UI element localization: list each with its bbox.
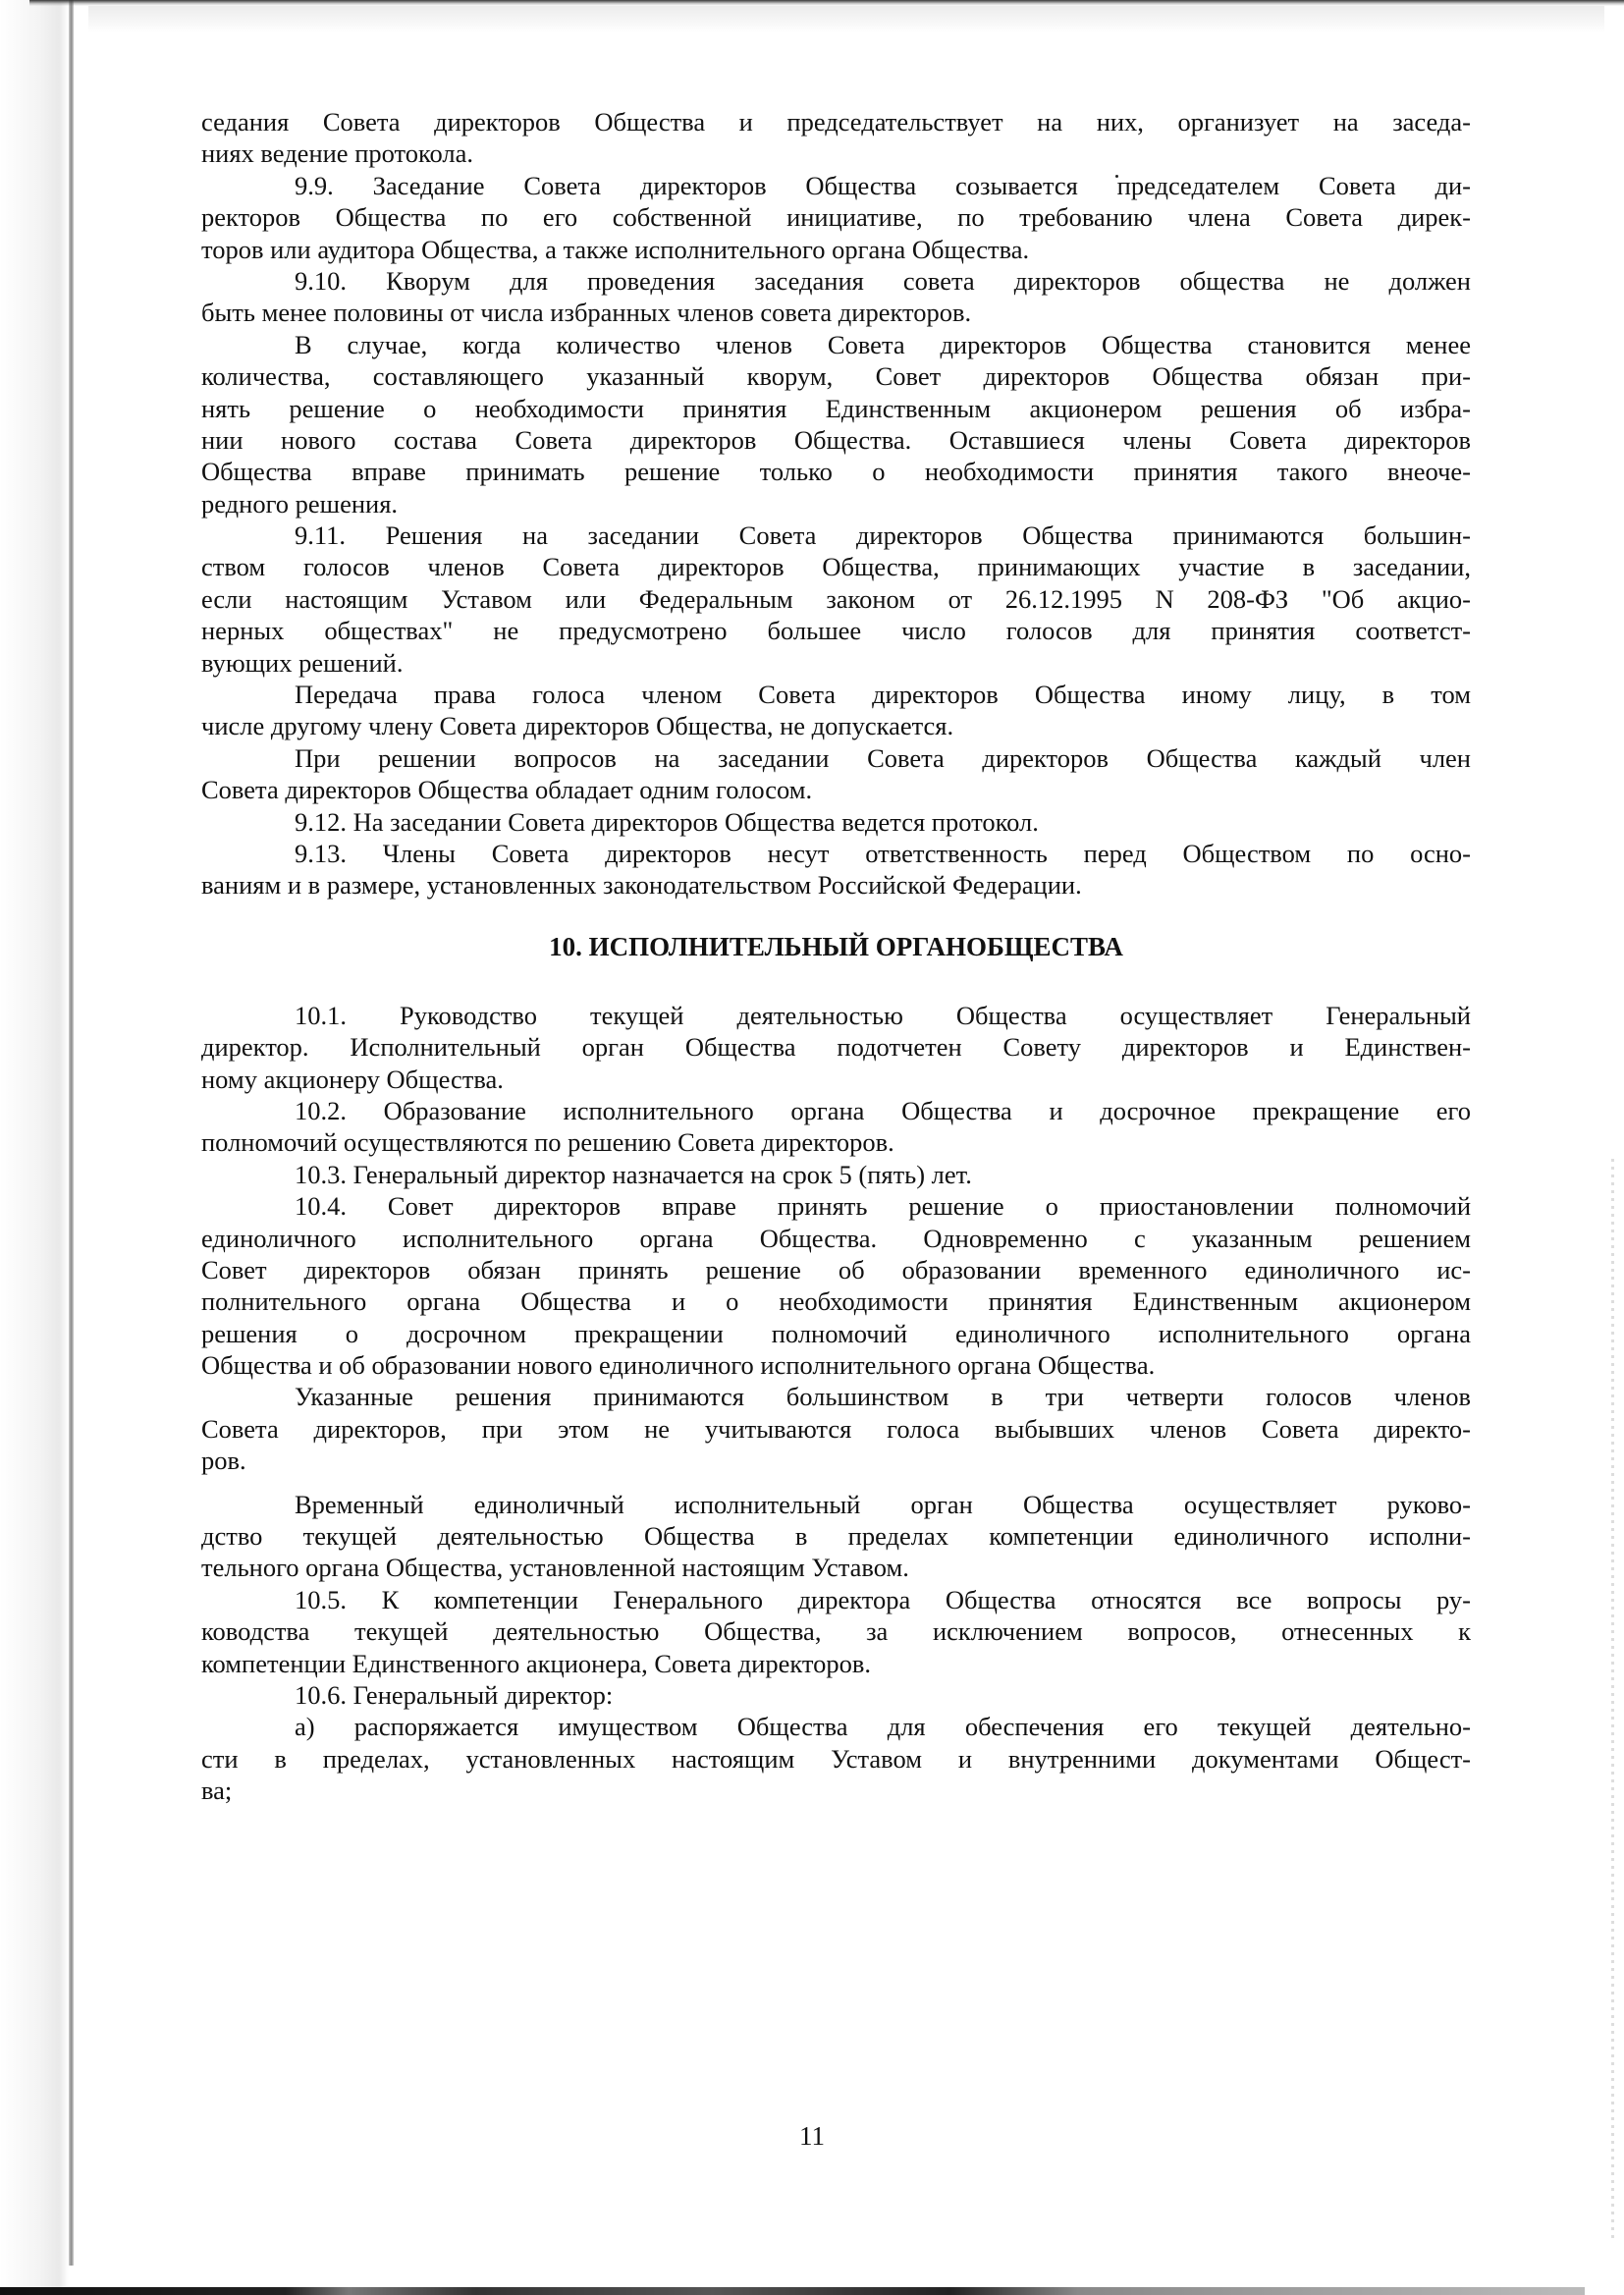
text-line: единоличного исполнительного органа Общества. Одновременно с указанным решением — [201, 1223, 1471, 1253]
text-line: 10.1. Руководство текущей деятельностью Общества осуществляет Генеральный — [295, 1000, 1471, 1030]
section-9-continuation — [201, 106, 1471, 902]
text-line: Указанные решения принимаются большинством в три четверти голосов членов — [295, 1382, 1471, 1412]
text-line: ководства текущей деятельностью Общества, за исключением вопросов, отнесенных к — [201, 1616, 1471, 1647]
text-line: редного решения. — [201, 488, 399, 519]
document-page — [201, 106, 1471, 1807]
text-line: ством голосов членов Совета директоров Общества, принимающих участие в заседании, — [201, 552, 1471, 582]
text-line: 9.11. Решения на заседании Совета директоров Общества принимаются большин- — [295, 520, 1471, 551]
text-line: директор. Исполнительный орган Общества подотчетен Совету директоров и Единствен- — [201, 1032, 1471, 1063]
scan-bottom-shadow — [0, 2287, 1585, 2295]
text-line: компетенции Единственного акционера, Совета директоров. — [201, 1648, 871, 1678]
text-line: тельного органа Общества, установленной настоящим Уставом. — [201, 1553, 909, 1583]
text-line: Совета директоров Общества обладает одним голосом. — [201, 775, 813, 805]
text-line: седания Совета директоров Общества и председательствует на них, организует на заседа- — [201, 107, 1471, 137]
scan-top-haze — [88, 6, 1604, 33]
text-line: ров. — [201, 1446, 246, 1476]
text-line: В случае, когда количество членов Совета директоров Общества становится менее — [295, 329, 1471, 359]
text-line: нии нового состава Совета директоров Общества. Оставшиеся члены Совета директоров — [201, 424, 1471, 455]
text-line: ваниям и в размере, установленных законодательством Российской Федерации. — [201, 870, 1082, 901]
scan-right-edge-marks — [1611, 1159, 1614, 2239]
text-line: ниях ведение протокола. — [201, 138, 474, 169]
text-line: торов или аудитора Общества, а также исполнительного органа Общества. — [201, 234, 1030, 264]
text-line: Передача права голоса членом Совета директоров Общества иному лицу, в том — [295, 680, 1471, 710]
text-line: а) распоряжается имуществом Общества для обеспечения его текущей деятельно- — [295, 1712, 1471, 1742]
page-number: 11 — [799, 2121, 825, 2151]
scan-spine-shadow — [69, 0, 74, 2266]
text-line: полнительного органа Общества и о необходимости принятия Единственным акционером — [201, 1286, 1471, 1317]
text-line: ректоров Общества по его собственной инициативе, по требованию члена Совета дирек- — [201, 202, 1471, 233]
text-line: нять решение о необходимости принятия Единственным акционером решения об избра- — [201, 393, 1471, 423]
text-line: 10.6. Генеральный директор: — [295, 1679, 614, 1710]
text-line: Общества вправе принимать решение только о необходимости принятия такого внеоче- — [201, 457, 1471, 487]
text-line: сти в пределах, установленных настоящим Уставом и внутренними документами Общест- — [201, 1743, 1471, 1774]
text-line: быть менее половины от числа избранных членов совета директоров. — [201, 298, 972, 328]
text-line: если настоящим Уставом или Федеральным законом от 26.12.1995 N 208-ФЗ "Об акцио- — [201, 583, 1471, 614]
text-line: числе другому члену Совета директоров Общества, не допускается. — [201, 711, 954, 741]
text-line: решения о досрочном прекращении полномочий единоличного исполнительного органа — [201, 1318, 1471, 1348]
text-line: 10.2. Образование исполнительного органа Общества и досрочное прекращение его — [295, 1095, 1471, 1125]
text-line: 9.13. Члены Совета директоров несут ответственность перед Обществом по осно- — [295, 838, 1471, 868]
text-line: 10.5. К компетенции Генерального директора Общества относятся все вопросы ру- — [295, 1584, 1471, 1614]
section-10-body — [201, 1000, 1471, 1807]
text-line: нерных обществах" не предусмотрено большее число голосов для принятия соответст- — [201, 616, 1471, 646]
text-line: Временный единоличный исполнительный орган Общества осуществляет руково- — [295, 1489, 1471, 1519]
text-line: 9.12. На заседании Совета директоров Общества ведется протокол. — [295, 806, 1039, 837]
section-10-heading: 10. ИСПОЛНИТЕЛЬНЫЙ ОРГАНОБЩЕСТВА — [549, 931, 1123, 961]
text-line: 10.3. Генеральный директор назначается на срок 5 (пять) лет. — [295, 1159, 972, 1189]
text-line: Совет директоров обязан принять решение об образовании временного единоличного ис- — [201, 1254, 1471, 1284]
text-line: ному акционеру Общества. — [201, 1064, 504, 1094]
text-line: 10.4. Совет директоров вправе принять решение о приостановлении полномочий — [295, 1191, 1471, 1222]
text-line: При решении вопросов на заседании Совета директоров Общества каждый член — [295, 742, 1471, 773]
text-line: Общества и об образовании нового единоличного исполнительного органа Общества. — [201, 1350, 1156, 1381]
text-line: количества, составляющего указанный кворум, Совет директоров Общества обязан при- — [201, 361, 1471, 392]
text-line: Совета директоров, при этом не учитываются голоса выбывших членов Совета директо- — [201, 1413, 1471, 1444]
text-line: полномочий осуществляются по решению Совета директоров. — [201, 1127, 894, 1158]
text-line: 9.9. Заседание Совета директоров Общества созывается председателем Совета ди- — [295, 170, 1471, 200]
text-line: ва; — [201, 1776, 233, 1806]
scan-left-gutter — [0, 0, 69, 2295]
text-line: дство текущей деятельностью Общества в пределах компетенции единоличного исполни- — [201, 1521, 1471, 1552]
text-line: вующих решений. — [201, 647, 404, 678]
text-line: 9.10. Кворум для проведения заседания совета директоров общества не должен — [295, 265, 1471, 296]
